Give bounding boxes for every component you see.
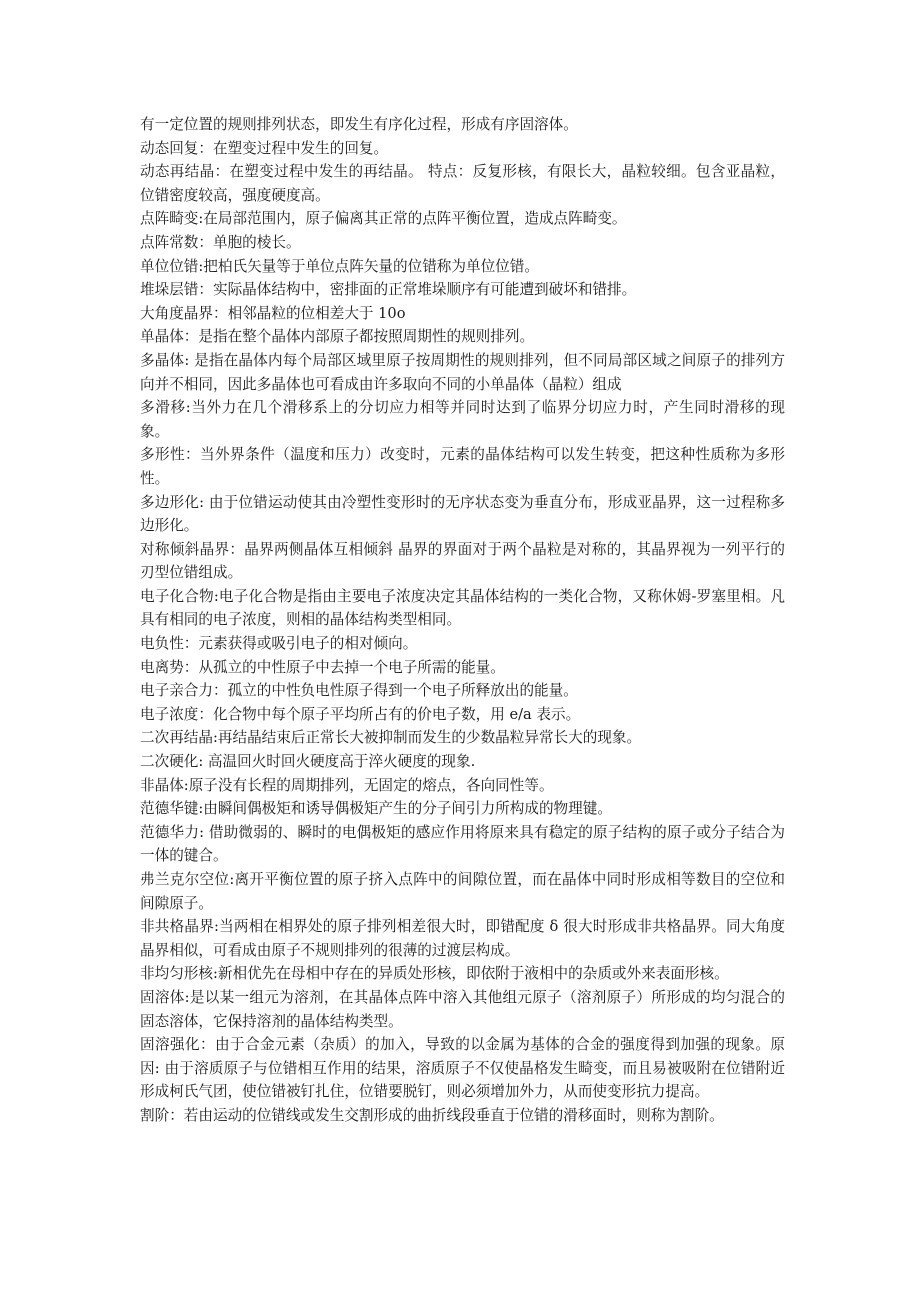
paragraph-frenkel-vacancy: 弗兰克尔空位:离开平衡位置的原子挤入点阵中的间隙位置，而在晶体中同时形成相等数目的空位和间隙原子。 [140,871,785,912]
paragraph-lattice-distortion: 点阵畸变:在局部范围内，原子偏离其正常的点阵平衡位置，造成点阵畸变。 [140,210,627,228]
paragraph-secondary-recrystallization: 二次再结晶:再结晶结束后正常长大被抑制而发生的少数晶粒异常长大的现象。 [140,729,642,747]
paragraph-secondary-hardening: 二次硬化: 高温回火时回火硬度高于淬火硬度的现象. [140,753,476,771]
paragraph-van-der-waals-force: 范德华力: 借助微弱的、瞬时的电偶极矩的感应作用将原来具有稳定的原子结构的原子或分子结合为一体的键合。 [140,823,785,865]
paragraph-electron-compound: 电子化合物:电子化合物是指由主要电子浓度决定其晶体结构的一类化合物，又称休姆-罗塞里相。凡具有相同的电子浓度，则相的晶体结构类型相同。 [140,587,785,629]
paragraph-multiple-slip: 多滑移:当外力在几个滑移系上的分切应力相等并同时达到了临界分切应力时，产生同时滑移的现象。 [140,399,785,440]
paragraph-dynamic-recovery: 动态回复：在塑变过程中发生的回复。 [140,139,389,157]
paragraph-amorphous: 非晶体:原子没有长程的周期排列，无固定的熔点，各向同性等。 [140,776,554,794]
paragraph-single-crystal: 单晶体：是指在整个晶体内部原子都按照周期性的规则排列。 [140,328,535,346]
paragraph-unit-dislocation: 单位位错:把柏氏矢量等于单位点阵矢量的位错称为单位位错。 [140,257,539,275]
paragraph-jog: 割阶：若由运动的位错线或发生交割形成的曲折线段垂直于位错的滑移面时，则称为割阶。 [140,1106,724,1124]
paragraph-symmetric-tilt-boundary: 对称倾斜晶界：晶界两侧晶体互相倾斜 晶界的界面对于两个晶粒是对称的，其晶界视为一列平行的刃型位错组成。 [140,540,785,582]
paragraph-lattice-constant: 点阵常数：单胞的棱长。 [140,233,301,251]
paragraph-ionization-potential: 电离势：从孤立的中性原子中去掉一个电子所需的能量。 [140,658,505,676]
paragraph-ordered-solid-solution: 有一定位置的规则排列状态，即发生有序化过程，形成有序固溶体。 [140,116,578,133]
paragraph-van-der-waals-bond: 范德华键:由瞬间偶极矩和诱导偶极矩产生的分子间引力所构成的物理键。 [140,800,612,818]
paragraph-dynamic-recrystallization: 动态再结晶：在塑变过程中发生的再结晶。 特点：反复形核，有限长大，晶粒较细。包含亚晶粒，位错密度较高，强度硬度高。 [140,163,785,204]
paragraph-solid-solution: 固溶体:是以某一组元为溶剂，在其晶体点阵中溶入其他组元原子（溶剂原子）所形成的均匀混合的固态溶体，它保持溶剂的晶体结构类型。 [140,988,785,1030]
paragraph-high-angle-boundary: 大角度晶界：相邻晶粒的位相差大于 10o [140,304,406,322]
paragraph-polycrystal: 多晶体: 是指在晶体内每个局部区域里原子按周期性的规则排列，但不同局部区域之间原子的排列方向并不相同，因此多晶体也可看成由许多取向不同的小单晶体（晶粒）组成 [140,351,785,393]
paragraph-incoherent-boundary: 非共格晶界:当两相在相界处的原子排列相差很大时，即错配度 δ 很大时形成非共格晶界。同大角度晶界相似，可看成由原子不规则排列的很薄的过渡层构成。 [140,918,785,959]
paragraph-polymorphism: 多形性：当外界条件（温度和压力）改变时，元素的晶体结构可以发生转变，把这种性质称为多形性。 [140,446,785,487]
paragraph-electron-concentration: 电子浓度：化合物中每个原子平均所占有的价电子数，用 e/a 表示。 [140,705,581,723]
paragraph-solid-solution-strengthening: 固溶强化：由于合金元素（杂质）的加入，导致的以金属为基体的合金的强度得到加强的现象。原因: 由于溶质原子与位错相互作用的结果，溶质原子不仅使晶格发生畸变，而且易被吸附在位错附近形成柯氏气团，使位错被钉扎住，位错要脱钉，则必须增加外力，从而使变形抗力提高。 [140,1036,785,1101]
document-body [140,113,785,1128]
paragraph-polygonization: 多边形化: 由于位错运动使其由冷塑性变形时的无序状态变为垂直分布，形成亚晶界，这一过程称多边形化。 [140,493,785,535]
paragraph-heterogeneous-nucleation: 非均匀形核:新相优先在母相中存在的异质处形核，即依附于液相中的杂质或外来表面形核。 [140,965,729,983]
paragraph-electron-affinity: 电子亲合力：孤立的中性负电性原子得到一个电子所释放出的能量。 [140,682,578,700]
paragraph-electronegativity: 电负性：元素获得或吸引电子的相对倾向。 [140,635,418,653]
paragraph-stacking-fault: 堆垛层错：实际晶体结构中，密排面的正常堆垛顺序有可能遭到破坏和错排。 [140,281,637,299]
